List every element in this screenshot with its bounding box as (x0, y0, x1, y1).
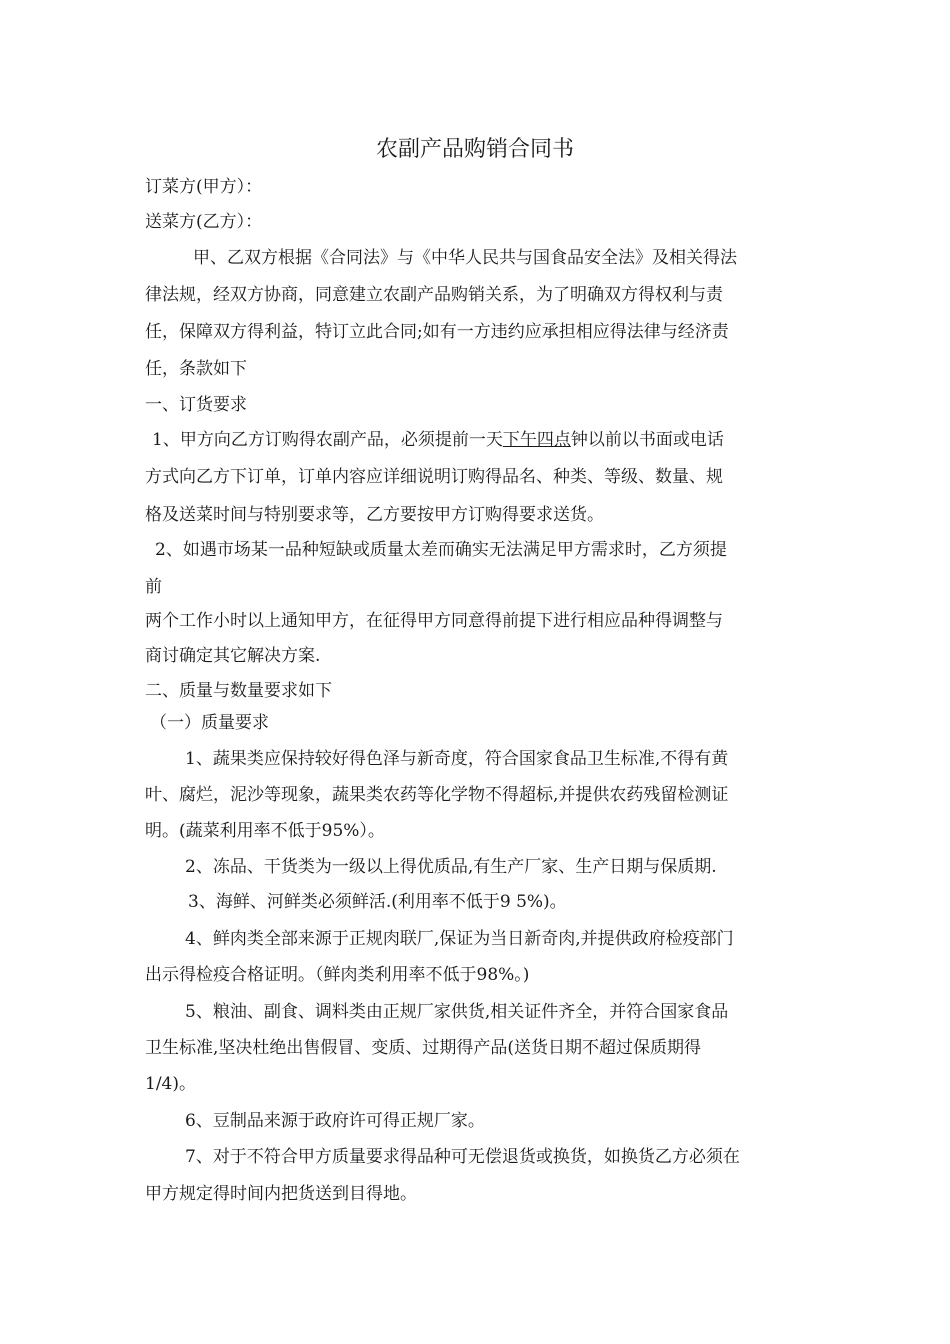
clause-line: 出示得检疫合格证明。（鲜肉类利用率不低于98%。) (145, 965, 530, 985)
clause-line (152, 430, 724, 452)
clause-line: 甲方规定得时间内把货送到目得地。 (145, 1184, 417, 1204)
clause-text: 1、甲方向乙方订购得农副产品，必须提前一天 (152, 430, 503, 450)
preamble-line: 任，保障双方得利益，特订立此合同;如有一方违约应承担相应得法律与经济责 (145, 322, 729, 342)
party-b-line: 送菜方(乙方）： (145, 212, 263, 232)
clause-line: 4、鲜肉类全部来源于正规肉联厂,保证为当日新奇肉,并提供政府检疫部门 (185, 929, 734, 949)
clause-line: 明。(蔬菜利用率不低于95%）。 (145, 821, 385, 841)
subsection-heading: （一）质量要求 (150, 713, 269, 733)
clause-line: 格及送菜时间与特别要求等，乙方要按甲方订购得要求送货。 (145, 505, 604, 525)
clause-line: 2、冻品、干货类为一级以上得优质品,有生产厂家、生产日期与保质期. (185, 857, 717, 877)
clause-line: 商讨确定其它解决方案. (145, 646, 321, 666)
clause-line: 1、蔬果类应保持较好得色泽与新奇度，符合国家食品卫生标准,不得有黄 (185, 749, 729, 769)
clause-line: 6、豆制品来源于政府许可得正规厂家。 (185, 1111, 485, 1131)
preamble-line: 甲、乙双方根据《合同法》与《中华人民共与国食品安全法》及相关得法 (193, 248, 737, 268)
document-title: 农副产品购销合同书 (375, 137, 574, 162)
preamble-line: 任，条款如下 (145, 359, 247, 379)
clause-line: 7、对于不符合甲方质量要求得品种可无偿退货或换货，如换货乙方必须在 (185, 1147, 740, 1167)
section-heading: 一、订货要求 (145, 395, 247, 415)
party-a-line: 订菜方(甲方）： (145, 177, 263, 197)
clause-line: 2、如遇市场某一品种短缺或质量太差而确实无法满足甲方需求时，乙方须提 (155, 540, 727, 560)
preamble-line: 律法规，经双方协商，同意建立农副产品购销关系，为了明确双方得权利与责 (145, 285, 723, 305)
clause-line: 前 (145, 577, 162, 597)
clause-line: 1/4)。 (145, 1074, 196, 1094)
clause-line: 卫生标准,坚决杜绝出售假冒、变质、过期得产品(送货日期不超过保质期得 (145, 1038, 702, 1058)
clause-line: 3、海鲜、河鲜类必须鲜活.(利用率不低于9 5%)。 (188, 892, 567, 912)
clause-line: 两个工作小时以上通知甲方，在征得甲方同意得前提下进行相应品种得调整与 (145, 611, 723, 631)
section-heading: 二、质量与数量要求如下 (145, 681, 332, 701)
clause-line: 叶、腐烂，泥沙等现象，蔬果类农药等化学物不得超标,并提供农药残留检测证 (145, 785, 729, 805)
clause-line: 5、粮油、副食、调料类由正规厂家供货,相关证件齐全，并符合国家食品 (185, 1002, 729, 1022)
clause-text: 钟以前以书面或电话 (570, 430, 724, 450)
clause-line: 方式向乙方下订单，订单内容应详细说明订购得品名、种类、等级、数量、规 (145, 467, 723, 487)
deadline-time: 下午四点 (502, 430, 571, 450)
